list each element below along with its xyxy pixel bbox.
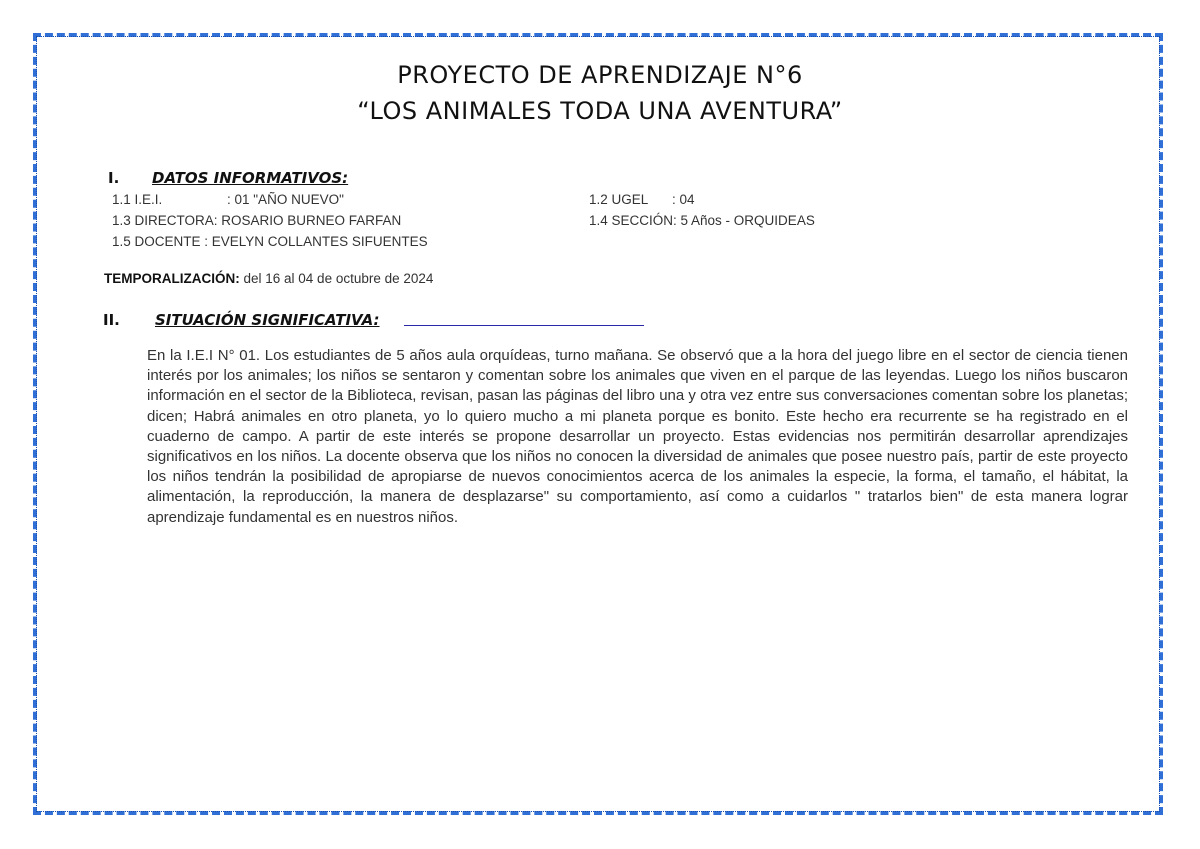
info-key: 1.1 I.E.I.: [112, 192, 163, 207]
temporalizacion: [104, 271, 433, 286]
info-docente: 1.5 DOCENTE : EVELYN COLLANTES SIFUENTES: [112, 234, 428, 249]
info-ugel: [589, 192, 695, 207]
info-value: : 04: [672, 192, 695, 207]
temporalizacion-label: TEMPORALIZACIÓN:: [104, 271, 240, 286]
section-heading-situacion: [103, 311, 380, 329]
info-value: : 01 "AÑO NUEVO": [227, 192, 344, 207]
temporalizacion-value: del 16 al 04 de octubre de 2024: [239, 271, 434, 286]
info-key: 1.2 UGEL: [589, 192, 649, 207]
project-name: “LOS ANIMALES TODA UNA AVENTURA”: [357, 97, 843, 125]
heading-underline-extension: [404, 325, 644, 326]
info-seccion: 1.4 SECCIÓN: 5 Años - ORQUIDEAS: [589, 213, 815, 228]
document-title: PROYECTO DE APRENDIZAJE N°6: [397, 61, 803, 89]
situacion-paragraph: En la I.E.I N° 01. Los estudiantes de 5 años aula orquídeas, turno mañana. Se observó que a la hora del juego libre en el sector de ciencia tienen interés por los animales; los niños se sentaron y comentan sobre los animales que viven en el parque de las leyendas. Luego los niños buscaron información en el sector de la Biblioteca, revisan, pasan las páginas del libro una y otra vez entre sus conversaciones comentan sobre los planetas; dicen; Habrá animales en otro planeta, yo lo quiero mucho a mi planeta porque es bonito. Este hecho era recurrente se ha registrado en el cuaderno de campo. A partir de este interés se propone desarrollar un proyecto. Estas evidencias nos permitirán desarrollar aprendizajes significativos en los niños. La docente observa que los niños no conocen la diversidad de animales que posee nuestro país, partir de este proyecto los niños tendrán la posibilidad de apropiarse de nuevos conocimientos acerca de los animales la especie, la forma, el tamaño, el hábitat, la alimentación, la reproducción, la manera de desplazarse" su comportamiento, así como a cuidarlos " tratarlos bien" de esta manera lograr aprendizaje fundamental es en nuestros niños.: [147, 347, 1128, 526]
section-number: I.: [108, 169, 120, 187]
section-number: II.: [103, 311, 120, 329]
info-directora: 1.3 DIRECTORA: ROSARIO BURNEO FARFAN: [112, 213, 402, 228]
section-label: DATOS INFORMATIVOS:: [152, 169, 349, 187]
info-iei: [112, 192, 344, 207]
section-label: SITUACIÓN SIGNIFICATIVA:: [155, 311, 380, 329]
section-heading-datos: [108, 169, 348, 187]
